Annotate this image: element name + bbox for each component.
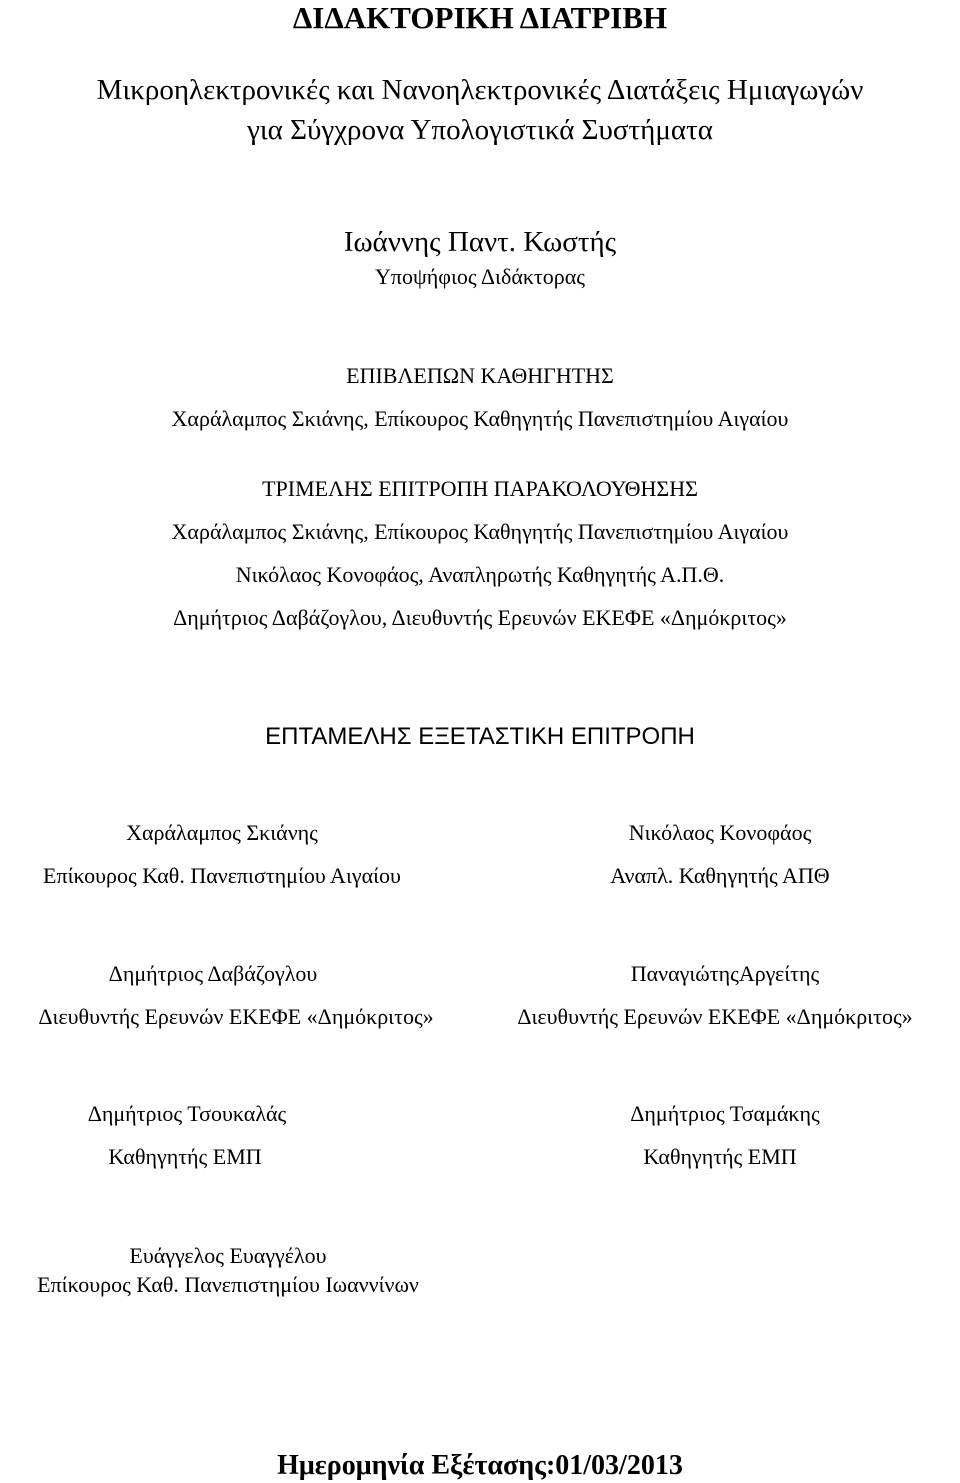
exam-member-6-name: Δημήτριος Τσαμάκης (630, 1101, 820, 1126)
advisory-member-3: Δημήτριος Δαβάζογλου, Διευθυντής Ερευνών ΕΚΕΦΕ «Δημόκριτος» (173, 605, 787, 630)
exam-member-2-name: Νικόλαος Κονοφάος (628, 820, 812, 845)
advisory-committee-heading: ΤΡΙΜΕΛΗΣ ΕΠΙΤΡΟΠΗ ΠΑΡΑΚΟΛΟΥΘΗΣΗΣ (262, 476, 698, 501)
exam-member-1-title: Επίκουρος Καθ. Πανεπιστημίου Αιγαίου (43, 863, 401, 888)
exam-member-3-title: Διευθυντής Ερευνών ΕΚΕΦΕ «Δημόκριτος» (38, 1004, 434, 1029)
exam-date: Ημερομηνία Εξέτασης:01/03/2013 (277, 1450, 683, 1481)
exam-committee-heading: ΕΠΤΑΜΕΛΗΣ ΕΞΕΤΑΣΤΙΚΗ ΕΠΙΤΡΟΠΗ (265, 723, 695, 750)
exam-member-4-title: Διευθυντής Ερευνών ΕΚΕΦΕ «Δημόκριτος» (517, 1004, 913, 1029)
exam-member-3-name: Δημήτριος Δαβάζογλου (108, 961, 318, 986)
exam-member-6-title: Καθηγητής ΕΜΠ (643, 1144, 797, 1169)
thesis-subject-line-1: Μικροηλεκτρονικές και Νανοηλεκτρονικές Διατάξεις Ημιαγωγών (96, 74, 864, 106)
exam-member-2-title: Αναπλ. Καθηγητής ΑΠΘ (610, 863, 830, 888)
advisory-member-2: Νικόλαος Κονοφάος, Αναπληρωτής Καθηγητής Α.Π.Θ. (235, 562, 725, 587)
exam-member-1-name: Χαράλαμπος Σκιάνης (126, 820, 318, 845)
page-title: ΔΙΔΑΚΤΟΡΙΚΗ ΔΙΑΤΡΙΒΗ (292, 0, 668, 35)
candidate-name: Ιωάννης Παντ. Κωστής (343, 226, 617, 258)
exam-member-7-name: Ευάγγελος Ευαγγέλου (129, 1243, 327, 1268)
exam-member-5-title: Καθηγητής ΕΜΠ (108, 1144, 262, 1169)
exam-member-4-name: ΠαναγιώτηςΑργείτης (630, 961, 820, 986)
thesis-subject-line-2: για Σύγχρονα Υπολογιστικά Συστήματα (247, 114, 713, 146)
supervisor-member: Χαράλαμπος Σκιάνης, Επίκουρος Καθηγητής Πανεπιστημίου Αιγαίου (171, 406, 789, 431)
advisory-member-1: Χαράλαμπος Σκιάνης, Επίκουρος Καθηγητής Πανεπιστημίου Αιγαίου (171, 519, 789, 544)
supervisor-heading: ΕΠΙΒΛΕΠΩΝ ΚΑΘΗΓΗΤΗΣ (346, 363, 614, 388)
candidate-role: Υποψήφιος Διδάκτορας (375, 264, 585, 289)
exam-member-5-name: Δημήτριος Τσουκαλάς (87, 1101, 287, 1126)
exam-member-7-title: Επίκουρος Καθ. Πανεπιστημίου Ιωαννίνων (37, 1272, 419, 1297)
